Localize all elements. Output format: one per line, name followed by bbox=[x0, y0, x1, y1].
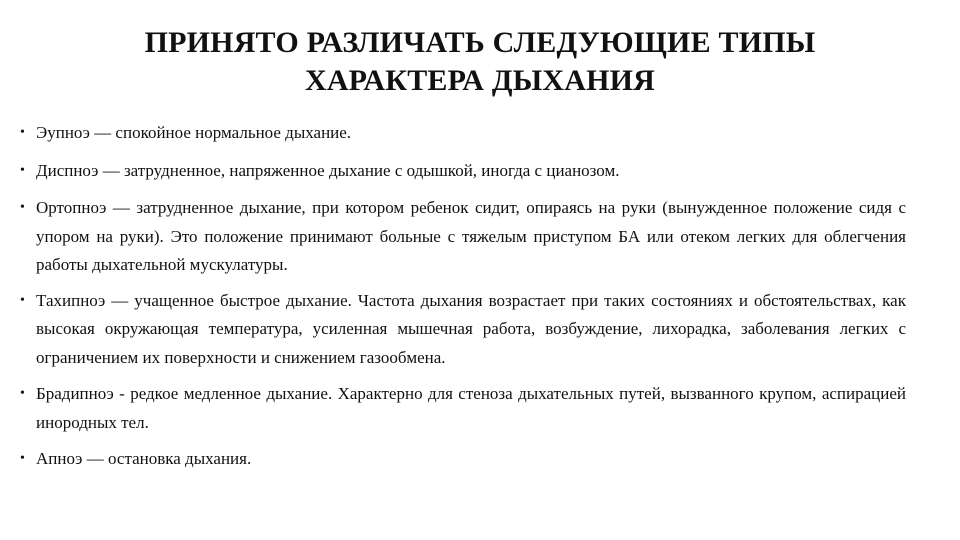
list-item-apnea bbox=[20, 445, 906, 474]
list-item-dyspnea bbox=[20, 157, 906, 186]
list-item-orthopnea bbox=[20, 194, 906, 280]
bullet-icon: • bbox=[20, 292, 25, 308]
slide-title-line-1: ПРИНЯТО РАЗЛИЧАТЬ СЛЕДУЮЩИЕ ТИПЫ bbox=[144, 26, 816, 59]
bullet-icon: • bbox=[20, 386, 25, 401]
list-item-eupnea bbox=[20, 119, 906, 148]
list-item-text: Эупноэ — спокойное нормальное дыхание. bbox=[36, 123, 352, 142]
breathing-types-list bbox=[20, 119, 906, 474]
bullet-icon: • bbox=[20, 451, 25, 466]
list-item-text: Брадипноэ - редкое медленное дыхание. Характерно для стеноза дыхательных путей, вызванного крупом, аспирацией инородных тел. bbox=[36, 384, 906, 432]
bullet-icon: • bbox=[20, 162, 25, 178]
list-item-text: Тахипноэ — учащенное быстрое дыхание. Частота дыхания возрастает при таких состояниях и обстоятельствах, как высокая окружающая температура, усиленная мышечная работа, возбуждение, лихорадка, заболевания легких с ограничением их поверхности и снижением газообмена. bbox=[36, 290, 906, 367]
list-item-bradypnea bbox=[20, 380, 906, 437]
list-item-text: Апноэ — остановка дыхания. bbox=[36, 449, 252, 468]
bullet-icon: • bbox=[20, 200, 25, 215]
slide-title bbox=[60, 24, 900, 100]
list-item-text: Диспноэ — затрудненное, напряженное дыхание с одышкой, иногда с цианозом. bbox=[36, 160, 620, 180]
slide-title-line-2: ХАРАКТЕРА ДЫХАНИЯ bbox=[304, 64, 656, 97]
list-item-tachypnea bbox=[20, 287, 906, 373]
bullet-icon: • bbox=[20, 125, 25, 140]
list-item-text: Ортопноэ — затрудненное дыхание, при котором ребенок сидит, опираясь на руки (вынужденное положение сидя с упором на руки). Это положение принимают больные с тяжелым приступом БА или отеком легких для облегчения работы дыхательной мускулатуры. bbox=[36, 198, 906, 274]
